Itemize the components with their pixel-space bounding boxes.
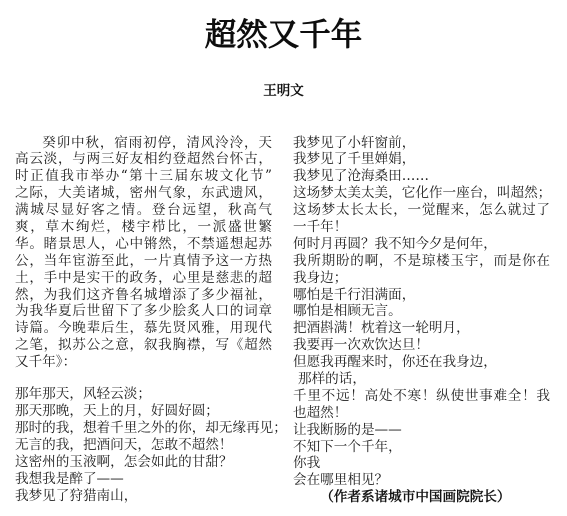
preface-paragraph — [15, 135, 272, 371]
verse-line: 一千年！ — [293, 218, 348, 235]
verse-block — [293, 135, 550, 490]
verse-line: 这场梦太长太长，一觉醒来，怎么就过了 — [293, 202, 550, 219]
preface-line: 爽，草木绚烂，楼宇栉比，一派盛世繁 — [15, 218, 272, 235]
article-title: 超然又千年 — [204, 17, 363, 53]
preface-line: 然，为我们这齐鲁名城增添了多少福祉， — [15, 286, 272, 303]
preface-line: 公，当年宦游至此，一片真情予这一方热 — [15, 252, 272, 269]
verse-line: 我所期盼的啊，不是琼楼玉宇，而是你在 — [293, 252, 550, 269]
verse-line: 我梦见了狩猎南山， — [15, 487, 138, 504]
verse-line: 这密州的玉液啊，怎会如此的甘甜？ — [15, 453, 233, 470]
preface-line: 诗篇。今晚辈后生，慕先贤风雅，用现代 — [15, 320, 272, 337]
verse-line: 那年那天，风轻云淡； — [15, 386, 151, 403]
preface-line: 之际，大美诸城，密州气象，东武遗风， — [15, 185, 272, 202]
verse-line: 让我断肠的是—— — [293, 421, 402, 438]
verse-line: 但愿我再醒来时，你还在我身边， — [293, 354, 497, 371]
verse-line: 我梦见了沧海桑田…… — [293, 168, 429, 185]
author-name: 王明文 — [263, 83, 304, 99]
preface-line: 高云淡，与两三好友相约登超然台怀古， — [15, 151, 272, 168]
author-attribution: （作者系诸城市中国画院院长） — [320, 489, 511, 506]
left-column — [15, 134, 287, 505]
verse-line: 不知下一个千年， — [293, 438, 402, 455]
preface-line: 土，手中是实干的政务，心里是慈悲的超 — [15, 269, 272, 286]
verse-line: 也超然！ — [293, 404, 348, 421]
verse-line: 那时的我，想着千里之外的你，却无缘再见； — [15, 420, 287, 437]
preface-line: 华。睹景思人，心中锵然，不禁遥想起苏 — [15, 235, 272, 252]
verse-line: 千里不远！高处不寒！纵使世事难全！我 — [293, 387, 550, 404]
preface-line: 时正值我市举办“第十三届东坡文化节” — [15, 168, 272, 185]
verse-line: 何时月再圆？我不知今夕是何年， — [293, 235, 497, 252]
verse-line: 无言的我，把酒问天，怎敢不超然！ — [15, 437, 233, 454]
verse-line: 我梦见了千里婵娟， — [293, 151, 416, 168]
preface-line: 之笔，拟苏公之意，叙我胸襟，写《超然 — [15, 337, 272, 354]
preface-line: 癸卯中秋，宿雨初停，清风泠泠，天 — [42, 134, 272, 151]
verse-line: 哪怕是千行泪满面， — [293, 286, 416, 303]
verse-line: 我梦见了小轩窗前， — [293, 134, 416, 151]
preface-line: 又千年》： — [15, 354, 77, 371]
verse-line: 把酒斟满！枕着这一轮明月， — [293, 320, 470, 337]
verse-line: 我想我是醉了—— — [15, 470, 124, 487]
verse-line: 哪怕是相顾无言。 — [293, 303, 402, 320]
verse-line: 我要再一次欢饮达旦！ — [293, 337, 429, 354]
verse-line: 那样的话， — [298, 370, 366, 387]
preface-line: 满城尽显好客之情。登台远望，秋高气 — [15, 202, 272, 219]
verse-line: 我身边； — [293, 269, 348, 286]
verse-block — [15, 386, 287, 504]
verse-line: 那天那晚，天上的月，好圆好圆； — [15, 403, 219, 420]
verse-line: 这场梦太美太美，它化作一座台，叫超然； — [293, 185, 552, 202]
right-column — [293, 135, 550, 507]
verse-line: 会在哪里相见？ — [293, 472, 389, 489]
preface-line: 为我华夏后世留下了多少脍炙人口的词章 — [15, 303, 272, 320]
verse-line: 你我 — [293, 455, 321, 472]
